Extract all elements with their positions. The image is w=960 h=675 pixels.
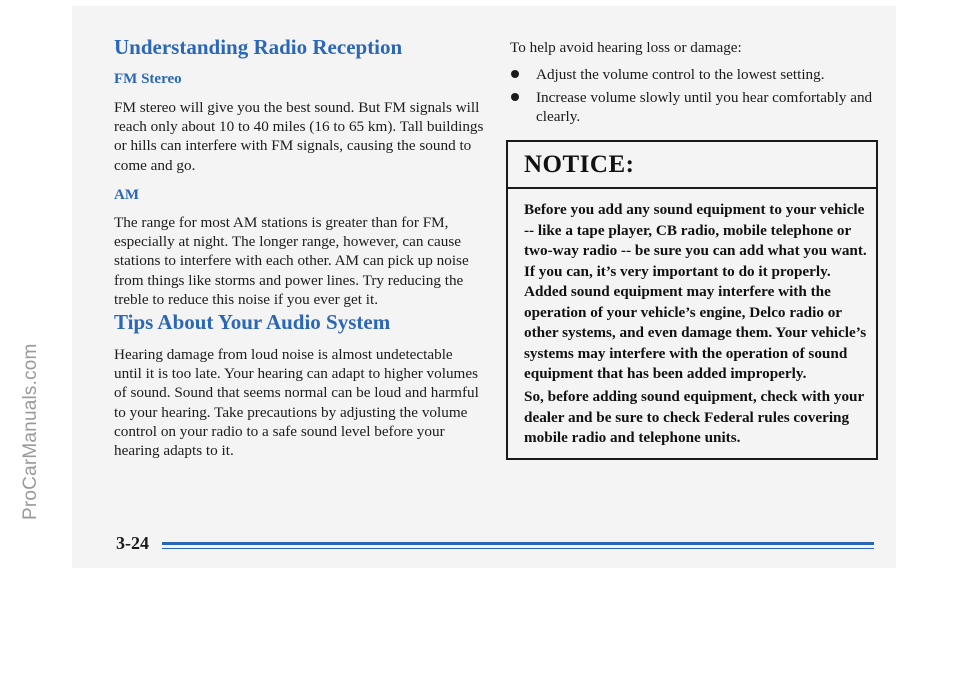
paragraph-am: The range for most AM stations is greater than for FM, especially at night. The longer range, however, can cause stations to interfere with each other. AM can pick up noise from things like storms and power lines. Try reducing the treble to reduce this noise if you ever get it.: [114, 214, 469, 308]
heading-am: AM: [114, 187, 139, 203]
manual-page: [72, 6, 896, 568]
paragraph-hearing-intro: To help avoid hearing loss or damage:: [510, 39, 742, 56]
notice-paragraph-1: Before you add any sound equipment to your vehicle -- like a tape player, CB radio, mobile telephone or two-way radio -- be sure you can add what you want. If you can, it’s very important to do it properly. Added sound equipment may interfere with the operation of your vehicle’s engine, Delco radio or other systems, and even damage them. Your vehicle’s systems may interfere with the operation of sound equipment that has been added improperly.: [524, 201, 867, 382]
heading-fm-stereo: FM Stereo: [114, 71, 182, 87]
list-item-text: Adjust the volume control to the lowest setting.: [536, 66, 825, 83]
page-number: 3-24: [116, 533, 149, 553]
bullet-icon: [511, 93, 519, 101]
paragraph-fm-stereo: FM stereo will give you the best sound. But FM signals will reach only about 10 to 40 miles (16 to 65 km). Tall buildings or hills can interfere with FM signals, causing the sound to come and go.: [114, 99, 484, 174]
heading-tips-about-audio-system: Tips About Your Audio System: [114, 310, 391, 334]
list-item: [510, 65, 880, 84]
list-item: [510, 88, 880, 126]
heading-understanding-radio-reception: Understanding Radio Reception: [114, 35, 403, 59]
watermark: [8, 140, 41, 520]
list-item-text: Increase volume slowly until you hear comfortably and clearly.: [536, 89, 873, 126]
footer-rule: [162, 542, 874, 545]
hearing-tips-list: [510, 65, 880, 131]
bullet-icon: [511, 70, 519, 78]
paragraph-hearing-damage: Hearing damage from loud noise is almost undetectable until it is too late. Your hearing can adapt to higher volumes of sound. Sound that seems normal can be loud and harmful to your hearing. Take precautions by adjusting the volume control on your radio to a safe sound level before your hearing adapts to it.: [114, 346, 479, 460]
notice-title: NOTICE:: [524, 151, 635, 178]
notice-paragraph-2: So, before adding sound equipment, check with your dealer and be sure to check Federal rules covering mobile radio and telephone units.: [524, 388, 864, 446]
notice-box: [506, 140, 878, 460]
notice-header: [508, 142, 876, 189]
watermark-text: ProCarManuals.com: [20, 343, 41, 520]
footer-rule-thin: [162, 548, 874, 549]
